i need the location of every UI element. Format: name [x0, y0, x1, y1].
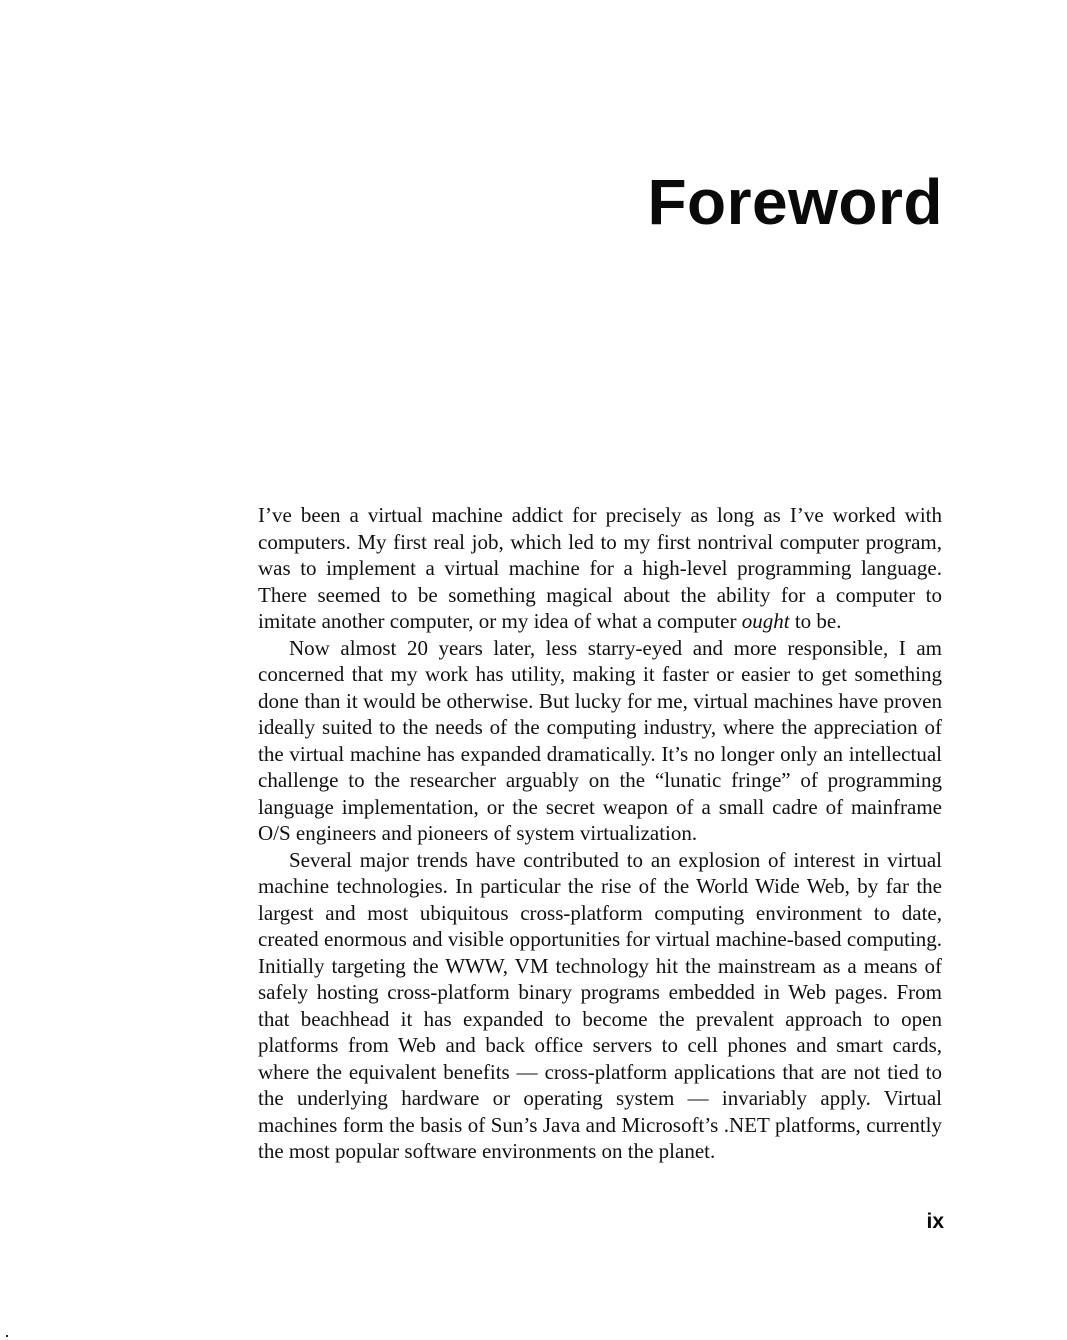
paragraph-1-emphasis: ought	[741, 609, 790, 633]
paragraph-2: Now almost 20 years later, less starry-eyed and more responsible, I am concerned that my work has utility, making it faster or easier to get something done than it would be otherwise. But lucky for me, virtual machines have proven ideally suited to the needs of the computing industry, where the appreciation of the virtual machine has expanded dramatically. It’s no longer only an intellectual challenge to the researcher arguably on the “lunatic fringe” of programming language implementation, or the secret weapon of a small cadre of mainframe O/S engineers and pioneers of system virtualization.	[258, 635, 942, 845]
foreword-body	[258, 502, 942, 1165]
paragraph-3: Several major trends have contributed to an explosion of interest in virtual machine technologies. In particular the rise of the World Wide Web, by far the largest and most ubiquitous cross-platform computing environment to date, created enormous and visible opportunities for virtual machine-based computing. Initially targeting the WWW, VM technology hit the mainstream as a means of safely hosting cross-platform binary programs embedded in Web pages. From that beachhead it has expanded to become the prevalent approach to open platforms from Web and back office servers to cell phones and smart cards, where the equivalent benefits — cross-platform applications that are not tied to the underlying hardware or operating system — invariably apply. Virtual machines form the basis of Sun’s Java and Microsoft’s .NET platforms, currently the most popular software environments on the planet.	[258, 847, 942, 1163]
page-number: ix	[926, 1210, 944, 1233]
paragraph-1-text: I’ve been a virtual machine addict for precisely as long as I’ve worked with computers. My first real job, which led to my first nontrival computer program, was to implement a virtual machine for a high-level programming language. There seemed to be something magical about the ability for a computer to imitate another computer, or my idea of what a computer	[258, 503, 942, 633]
paragraph-1-tail: to be.	[789, 609, 842, 633]
scan-speck	[6, 1335, 8, 1337]
chapter-title: Foreword	[647, 166, 943, 238]
paragraph-1	[258, 502, 942, 635]
